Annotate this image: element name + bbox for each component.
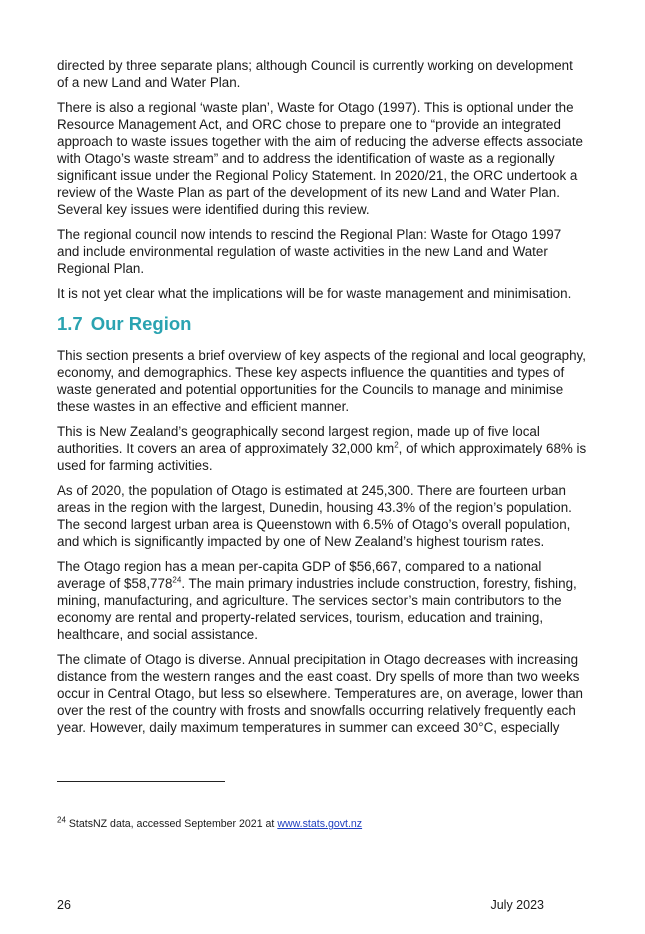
footnote-reference[interactable]: 24 (172, 575, 182, 585)
page-number: 26 (57, 898, 71, 912)
footnote-link[interactable]: www.stats.govt.nz (277, 818, 363, 830)
region-paragraph-2-text-a: This is New Zealand’s geographically second largest region, made up of five local authorities. It covers an area of approximately 32,000 km (57, 424, 540, 456)
section-number: 1.7 (57, 313, 83, 334)
superscript-squared: 2 (394, 440, 399, 450)
region-paragraph-4 (57, 558, 587, 643)
intro-paragraph-4: It is not yet clear what the implications will be for waste management and minimisation. (57, 286, 572, 301)
footnote (57, 817, 587, 831)
intro-paragraph-2: There is also a regional ‘waste plan’, Waste for Otago (1997). This is optional under the Resource Management Act, and ORC chose to prepare one to “provide an integrated approach to waste issues together with the aim of reducing the adverse effects associate with Otago’s waste stream” and to address the identification of waste as a regionally significant issue under the Regional Policy Statement. In 2020/21, the ORC undertook a review of the Waste Plan as part of the development of its new Land and Water Plan. Several key issues were identified during this review. (57, 100, 584, 217)
footnote-text: StatsNZ data, accessed September 2021 at (65, 818, 278, 830)
intro-paragraph-3: The regional council now intends to rescind the Regional Plan: Waste for Otago 1997 and include environmental regulation of waste activities in the new Land and Water Regional Plan. (57, 227, 562, 276)
intro-paragraph-1: directed by three separate plans; although Council is currently working on development of a new Land and Water Plan. (57, 58, 573, 90)
region-paragraph-2-text-b: , of which approximately 68% is used for farming activities. (57, 441, 587, 473)
footer-date: July 2023 (490, 898, 544, 912)
page-footer (57, 898, 544, 913)
section-heading (57, 313, 587, 335)
region-paragraph-4-text-a: The Otago region has a mean per-capita GDP of $56,667, compared to a national average of $58,778 (57, 559, 542, 591)
region-paragraph-3: As of 2020, the population of Otago is estimated at 245,300. There are fourteen urban areas in the region with the largest, Dunedin, housing 43.3% of the region’s population. The second largest urban area is Queenstown with 6.5% of Otago’s overall population, and which is significantly impacted by one of New Zealand’s highest tourism rates. (57, 483, 572, 549)
region-paragraph-5: The climate of Otago is diverse. Annual precipitation in Otago decreases with increasing distance from the western ranges and the east coast. Dry spells of more than two weeks occur in Central Otago, but less so elsewhere. Temperatures are, on average, lower than over the rest of the country with frosts and snowfalls occurring relatively frequently each year. However, daily maximum temperatures in summer can exceed 30°C, especially (57, 652, 583, 735)
footnote-number: 24 (57, 815, 66, 825)
region-paragraph-4-text-b: . The main primary industries include construction, forestry, fishing, mining, manufacturing, and agriculture. The services sector’s main contributors to the economy are rental and property-related services, tourism, education and training, healthcare, and social assistance. (57, 576, 577, 642)
footnote-divider (57, 781, 225, 782)
region-paragraph-1: This section presents a brief overview of key aspects of the regional and local geography, economy, and demographics. These key aspects influence the quantities and types of waste generated and potential opportunities for the Councils to manage and minimise these wastes in an effective and efficient manner. (57, 348, 586, 414)
region-paragraph-2 (57, 423, 587, 474)
section-title: Our Region (90, 313, 192, 334)
page-body (57, 57, 587, 744)
